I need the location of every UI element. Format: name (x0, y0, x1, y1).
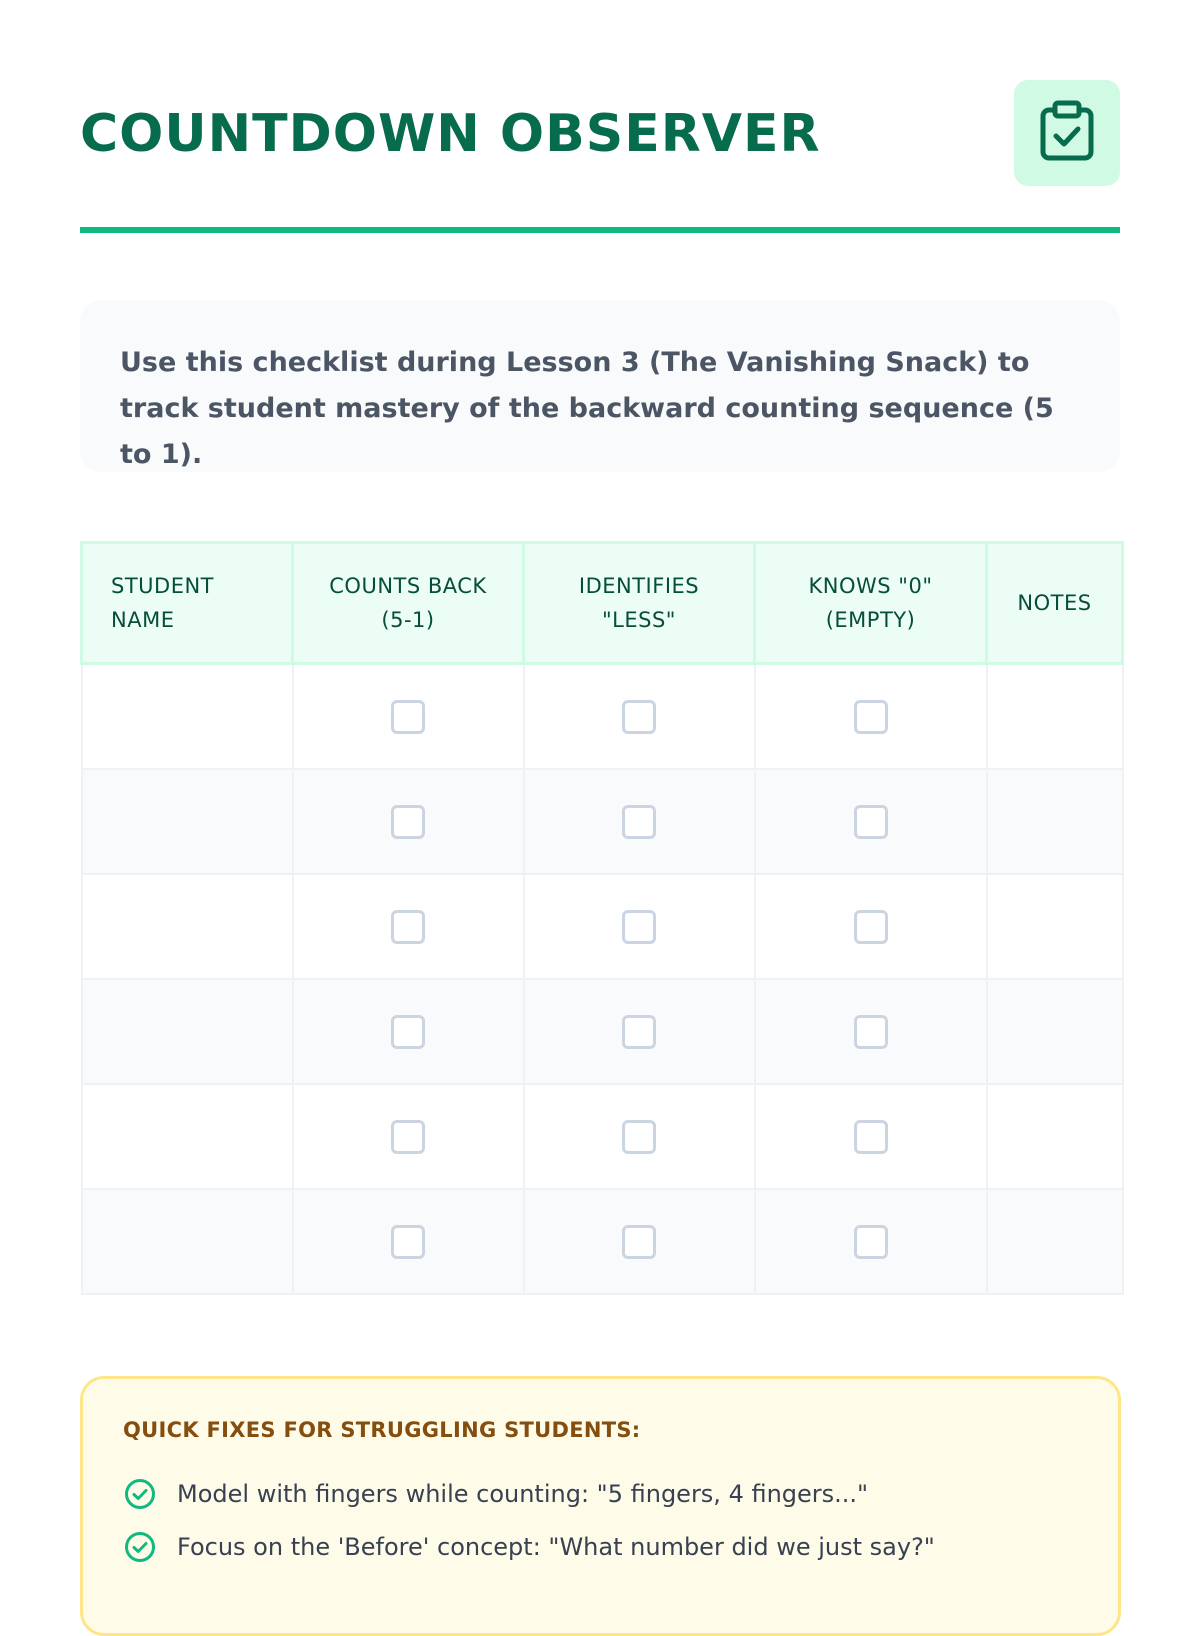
column-header-identifies-less: IDENTIFIES "LESS" (524, 543, 755, 664)
clipboard-check-icon (1039, 100, 1095, 166)
knows-zero-cell (755, 979, 987, 1084)
knows-zero-cell (755, 664, 987, 770)
table-row (82, 874, 1123, 979)
table-row (82, 1084, 1123, 1189)
table-row (82, 1189, 1123, 1294)
knows-zero-checkbox[interactable] (854, 700, 888, 734)
student-name-cell[interactable] (82, 979, 293, 1084)
identifies-less-cell (524, 1189, 755, 1294)
knows-zero-checkbox[interactable] (854, 1225, 888, 1259)
knows-zero-cell (755, 769, 987, 874)
table-row (82, 664, 1123, 770)
student-name-cell[interactable] (82, 769, 293, 874)
column-header-knows-zero: KNOWS "0" (EMPTY) (755, 543, 987, 664)
student-name-cell[interactable] (82, 874, 293, 979)
header (80, 80, 1120, 188)
checklist-table-section (80, 541, 1121, 1295)
counts-back-cell (293, 664, 524, 770)
knows-zero-cell (755, 874, 987, 979)
identifies-less-checkbox[interactable] (622, 910, 656, 944)
counts-back-checkbox[interactable] (391, 1120, 425, 1154)
counts-back-cell (293, 1189, 524, 1294)
column-header-student-name: STUDENT NAME (82, 543, 293, 664)
counts-back-checkbox[interactable] (391, 1015, 425, 1049)
identifies-less-checkbox[interactable] (622, 805, 656, 839)
counts-back-checkbox[interactable] (391, 910, 425, 944)
student-name-cell[interactable] (82, 664, 293, 770)
table-row (82, 979, 1123, 1084)
counts-back-cell (293, 874, 524, 979)
quick-fix-text: Focus on the 'Before' concept: "What number did we just say?" (177, 1532, 935, 1561)
knows-zero-checkbox[interactable] (854, 910, 888, 944)
column-header-notes: NOTES (987, 543, 1123, 664)
quick-fix-item (123, 1467, 1078, 1520)
notes-cell[interactable] (987, 874, 1123, 979)
table-header-row (82, 543, 1123, 664)
notes-cell[interactable] (987, 1084, 1123, 1189)
table-row (82, 769, 1123, 874)
quick-fix-text: Model with fingers while counting: "5 fingers, 4 fingers..." (177, 1479, 869, 1508)
student-name-cell[interactable] (82, 1189, 293, 1294)
counts-back-cell (293, 769, 524, 874)
notes-cell[interactable] (987, 1189, 1123, 1294)
identifies-less-cell (524, 664, 755, 770)
identifies-less-checkbox[interactable] (622, 1225, 656, 1259)
quick-fixes-box (80, 1376, 1121, 1636)
notes-cell[interactable] (987, 979, 1123, 1084)
quick-fixes-title: QUICK FIXES FOR STRUGGLING STUDENTS: (123, 1418, 641, 1442)
check-circle-icon (123, 1477, 157, 1511)
clipboard-icon-tile (1014, 80, 1120, 186)
notes-cell[interactable] (987, 769, 1123, 874)
knows-zero-checkbox[interactable] (854, 1120, 888, 1154)
identifies-less-cell (524, 769, 755, 874)
student-name-cell[interactable] (82, 1084, 293, 1189)
column-header-counts-back: COUNTS BACK (5-1) (293, 543, 524, 664)
intro-box (80, 300, 1120, 472)
page-title: COUNTDOWN OBSERVER (80, 104, 821, 164)
identifies-less-checkbox[interactable] (622, 1120, 656, 1154)
intro-text: Use this checklist during Lesson 3 (The Vanishing Snack) to track student mastery of the backward counting sequence (5 to 1). (120, 347, 1054, 470)
header-divider (80, 227, 1120, 233)
quick-fix-item (123, 1520, 1078, 1573)
counts-back-checkbox[interactable] (391, 805, 425, 839)
identifies-less-cell (524, 1084, 755, 1189)
notes-cell[interactable] (987, 664, 1123, 770)
checklist-table (80, 541, 1124, 1295)
knows-zero-cell (755, 1189, 987, 1294)
counts-back-cell (293, 1084, 524, 1189)
identifies-less-checkbox[interactable] (622, 700, 656, 734)
knows-zero-checkbox[interactable] (854, 805, 888, 839)
knows-zero-cell (755, 1084, 987, 1189)
identifies-less-checkbox[interactable] (622, 1015, 656, 1049)
counts-back-cell (293, 979, 524, 1084)
identifies-less-cell (524, 979, 755, 1084)
knows-zero-checkbox[interactable] (854, 1015, 888, 1049)
counts-back-checkbox[interactable] (391, 700, 425, 734)
counts-back-checkbox[interactable] (391, 1225, 425, 1259)
identifies-less-cell (524, 874, 755, 979)
check-circle-icon (123, 1530, 157, 1564)
